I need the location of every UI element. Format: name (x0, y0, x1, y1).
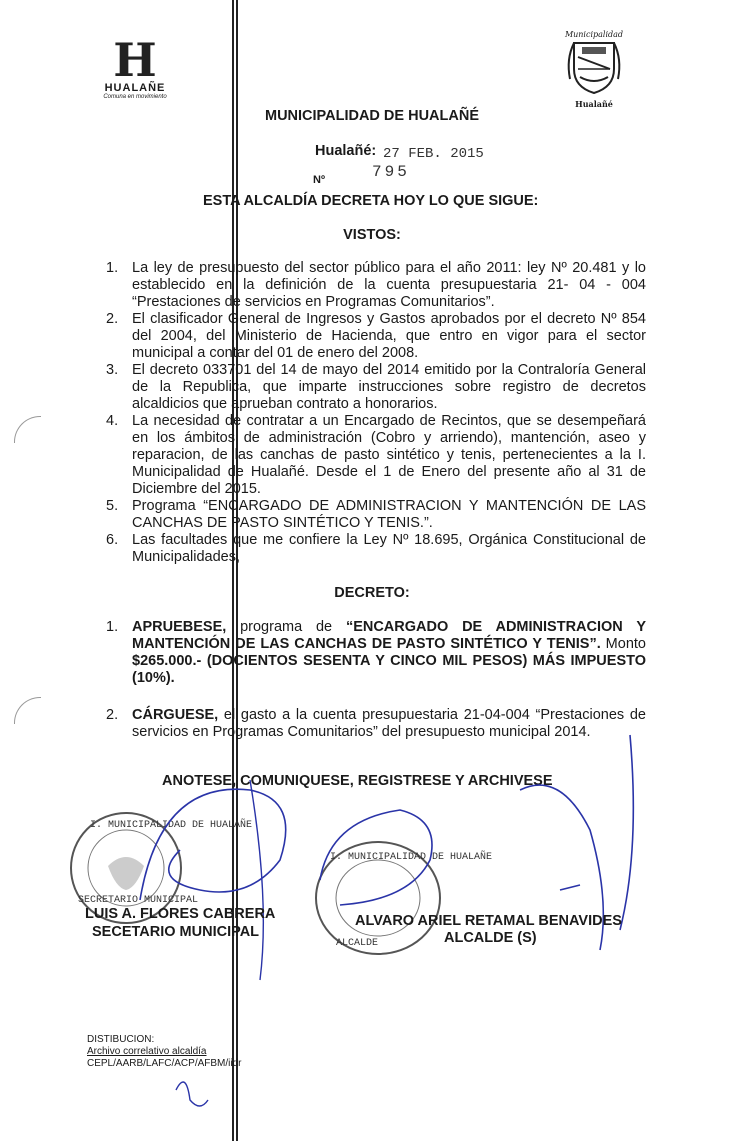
vistos-item-5: 5. Programa “ENCARGADO DE ADMINISTRACION Y MANTENCIÓN DE LAS CANCHAS DE PASTO SINTÉTICO Y TENIS.”. (106, 498, 646, 531)
right-stamp-top: I. MUNICIPALIDAD DE HUALAÑE (330, 852, 493, 863)
vistos-heading: VISTOS: (343, 227, 401, 243)
vistos-item-4: 4. La necesidad de contratar a un Encargado de Recintos, que se desempeñará en los ámbitos de administración (Cobro y arriendo), mantención, aseo y reparacion, de las canchas de pasto sintético y tenis, pertenecientes a la I. Municipalidad de Hualañé. Desde el 1 de Enero del presente año al 31 de Diciembre del 2015. (106, 413, 646, 497)
vistos-item-1: 1. La ley de presupuesto del sector público para el año 2011: ley Nº 20.481 y lo establecido en la definición de la cuenta presupuestaria 21- 04 - 004 “Prestaciones de servicios en Programas Comunitarios”. (106, 260, 646, 310)
decreto-item-1: 1. APRUEBESE, programa de “ENCARGADO DE ADMINISTRACION Y MANTENCIÓN DE LAS CANCHAS DE PASTO SINTÉTICO Y TENIS”. Monto $265.000.- (DOCIENTOS SESENTA Y CINCO MIL PESOS) MÁS IMPUESTO (10%). (106, 619, 646, 686)
distribution-label: DISTIBUCION: (87, 1034, 155, 1045)
vistos-item-2: 2. El clasificador General de Ingresos y Gastos aprobados por el decreto Nº 854 del 2004, del Ministerio de Hacienda, que entro en vigor para el sector municipal a contar del 01 de enero del 2008. (106, 311, 646, 361)
mayor-name: ALVARO ARIEL RETAMAL BENAVIDES (355, 913, 622, 929)
distribution-line-2: CEPL/AARB/LAFC/ACP/AFBM/iidr (87, 1058, 242, 1069)
left-stamp-top: I. MUNICIPALIDAD DE HUALAÑE (90, 820, 253, 831)
logo-mark: H (113, 33, 157, 87)
decree-intro: ESTA ALCALDÍA DECRETA HOY LO QUE SIGUE: (203, 193, 539, 209)
decree-number: 795 (372, 163, 410, 181)
left-stamp-bottom: SECRETARIO MUNICIPAL (78, 895, 199, 906)
mayor-title: ALCALDE (S) (444, 930, 537, 946)
closing-line: ANOTESE, COMUNIQUESE, REGISTRESE Y ARCHIVESE (162, 773, 553, 789)
secretary-name: LUIS A. FLORES CABRERA (85, 906, 276, 922)
distribution-line-1: Archivo correlativo alcaldía (87, 1046, 207, 1057)
right-stamp-bottom: ALCALDE (336, 938, 379, 949)
vistos-item-6: 6. Las facultades que me confiere la Ley Nº 18.695, Orgánica Constitucional de Municipalidades, (106, 532, 646, 565)
secretary-title: SECETARIO MUNICIPAL (92, 924, 260, 940)
decreto-item-2: 2. CÁRGUESE, el gasto a la cuenta presupuestaria 21-04-004 “Prestaciones de servicios en Programas Comunitarios” del presupuesto municipal 2014. (106, 707, 646, 740)
document-title: MUNICIPALIDAD DE HUALAÑÉ (264, 108, 479, 124)
decreto-heading: DECRETO: (334, 585, 410, 601)
number-label: Nº (313, 174, 325, 186)
crest-top-text: Municipalidad (564, 30, 624, 39)
date-stamp: 27 FEB. 2015 (383, 146, 484, 162)
place-label: Hualañé: (315, 143, 377, 159)
vistos-item-3: 3. El decreto 033701 del 14 de mayo del 2014 emitido por la Contraloría General de la Republica, que imparte instrucciones sobre registro de decretos alcaldicios que aprueban contrato a honorarios. (106, 362, 646, 412)
logo-tagline: Comuna en movimiento (103, 94, 167, 100)
crest-bottom-text: Hualañé (575, 99, 613, 109)
logo-name: HUALAÑE (104, 82, 166, 94)
